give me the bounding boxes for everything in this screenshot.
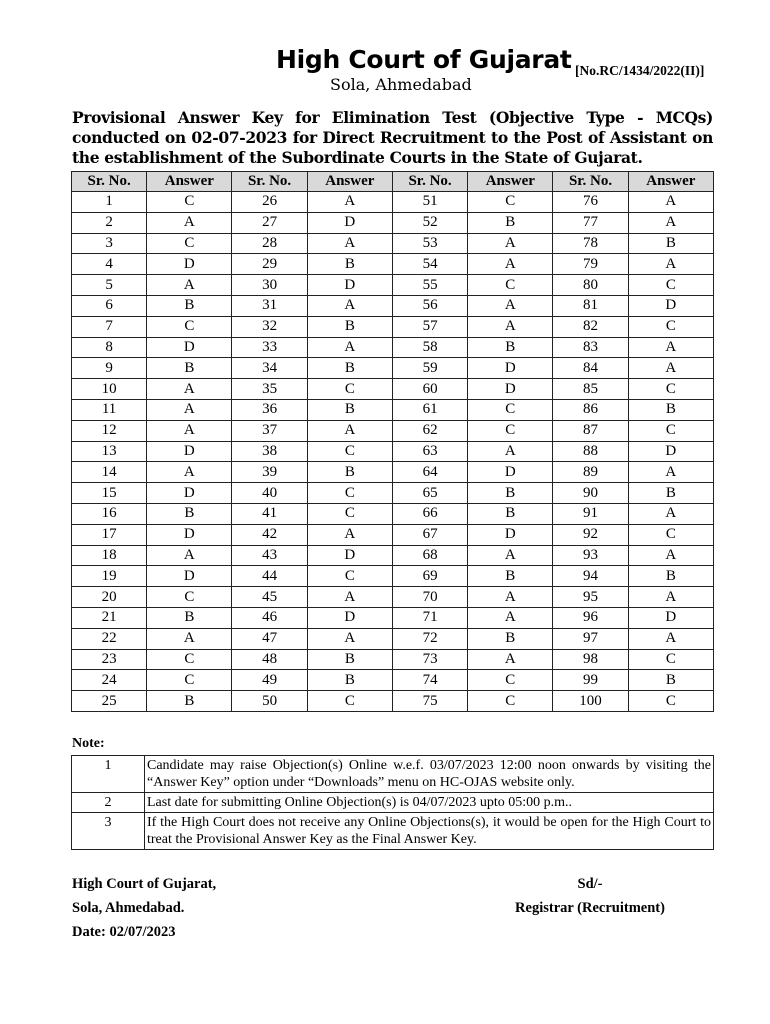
answer-cell: B <box>307 316 392 337</box>
serial-number-cell: 88 <box>553 441 628 462</box>
answer-cell: C <box>468 399 553 420</box>
serial-number-cell: 94 <box>553 566 628 587</box>
answer-cell: D <box>147 441 232 462</box>
note-row <box>72 793 714 813</box>
serial-number-cell: 4 <box>72 254 147 275</box>
answer-cell: D <box>468 462 553 483</box>
answer-cell: C <box>147 233 232 254</box>
serial-number-cell: 70 <box>392 587 467 608</box>
answer-key-table <box>71 171 714 712</box>
serial-number-cell: 21 <box>72 607 147 628</box>
table-row <box>72 212 714 233</box>
answer-cell: A <box>468 587 553 608</box>
serial-number-cell: 27 <box>232 212 307 233</box>
serial-number-cell: 6 <box>72 295 147 316</box>
answer-cell: A <box>307 524 392 545</box>
answer-cell: A <box>147 379 232 400</box>
column-header: Sr. No. <box>72 172 147 192</box>
serial-number-cell: 44 <box>232 566 307 587</box>
footer-signatory <box>505 872 675 920</box>
answer-cell: C <box>307 566 392 587</box>
answer-cell: A <box>147 420 232 441</box>
serial-number-cell: 75 <box>392 691 467 712</box>
answer-cell: A <box>307 337 392 358</box>
answer-cell: B <box>468 628 553 649</box>
answer-cell: C <box>307 483 392 504</box>
answer-cell: C <box>468 670 553 691</box>
table-row <box>72 462 714 483</box>
note-number: 3 <box>72 813 145 850</box>
serial-number-cell: 65 <box>392 483 467 504</box>
note-row <box>72 756 714 793</box>
answer-cell: B <box>147 295 232 316</box>
serial-number-cell: 53 <box>392 233 467 254</box>
answer-cell: A <box>468 607 553 628</box>
signature-mark: Sd/- <box>577 876 603 892</box>
serial-number-cell: 81 <box>553 295 628 316</box>
serial-number-cell: 77 <box>553 212 628 233</box>
serial-number-cell: 87 <box>553 420 628 441</box>
serial-number-cell: 67 <box>392 524 467 545</box>
answer-cell: B <box>307 649 392 670</box>
answer-cell: A <box>147 628 232 649</box>
table-row <box>72 379 714 400</box>
reference-number: [No.RC/1434/2022(II)] <box>575 63 705 78</box>
intro-paragraph: Provisional Answer Key for Elimination Test (Objective Type - MCQs) conducted on 02-07-2023 for Direct Recruitment to the Post of Assistant on the establishment of the Subordinate Courts in the State of Gujarat. <box>72 108 713 167</box>
serial-number-cell: 91 <box>553 503 628 524</box>
serial-number-cell: 26 <box>232 192 307 213</box>
serial-number-cell: 57 <box>392 316 467 337</box>
note-label: Note: <box>72 736 105 751</box>
serial-number-cell: 60 <box>392 379 467 400</box>
serial-number-cell: 2 <box>72 212 147 233</box>
answer-cell: D <box>147 566 232 587</box>
table-row <box>72 295 714 316</box>
serial-number-cell: 98 <box>553 649 628 670</box>
serial-number-cell: 82 <box>553 316 628 337</box>
serial-number-cell: 15 <box>72 483 147 504</box>
serial-number-cell: 61 <box>392 399 467 420</box>
serial-number-cell: 47 <box>232 628 307 649</box>
table-row <box>72 192 714 213</box>
serial-number-cell: 59 <box>392 358 467 379</box>
answer-cell: C <box>628 524 713 545</box>
serial-number-cell: 16 <box>72 503 147 524</box>
serial-number-cell: 84 <box>553 358 628 379</box>
serial-number-cell: 11 <box>72 399 147 420</box>
answer-cell: A <box>468 441 553 462</box>
issuer-location: Sola, Ahmedabad. <box>72 900 185 916</box>
answer-cell: C <box>147 316 232 337</box>
table-row <box>72 628 714 649</box>
answer-cell: B <box>468 566 553 587</box>
answer-cell: A <box>628 587 713 608</box>
table-row <box>72 691 714 712</box>
table-row <box>72 483 714 504</box>
serial-number-cell: 78 <box>553 233 628 254</box>
serial-number-cell: 68 <box>392 545 467 566</box>
answer-cell: C <box>628 275 713 296</box>
serial-number-cell: 90 <box>553 483 628 504</box>
answer-cell: A <box>628 628 713 649</box>
serial-number-cell: 76 <box>553 192 628 213</box>
answer-cell: B <box>628 483 713 504</box>
notes-table <box>71 755 714 850</box>
serial-number-cell: 69 <box>392 566 467 587</box>
serial-number-cell: 18 <box>72 545 147 566</box>
answer-cell: C <box>147 192 232 213</box>
answer-cell: B <box>147 607 232 628</box>
serial-number-cell: 23 <box>72 649 147 670</box>
serial-number-cell: 86 <box>553 399 628 420</box>
column-header: Sr. No. <box>392 172 467 192</box>
note-text: Last date for submitting Online Objection(s) is 04/07/2023 upto 05:00 p.m.. <box>145 793 714 813</box>
answer-cell: B <box>307 399 392 420</box>
serial-number-cell: 99 <box>553 670 628 691</box>
note-number: 1 <box>72 756 145 793</box>
answer-cell: A <box>468 295 553 316</box>
table-header-row <box>72 172 714 192</box>
answer-cell: A <box>307 233 392 254</box>
note-text: Candidate may raise Objection(s) Online w.e.f. 03/07/2023 12:00 noon onwards by visiting the “Answer Key” option under “Downloads” menu on HC-OJAS website only. <box>145 756 714 793</box>
table-row <box>72 275 714 296</box>
serial-number-cell: 50 <box>232 691 307 712</box>
answer-cell: A <box>147 399 232 420</box>
serial-number-cell: 93 <box>553 545 628 566</box>
answer-cell: C <box>468 192 553 213</box>
answer-cell: C <box>147 587 232 608</box>
serial-number-cell: 66 <box>392 503 467 524</box>
answer-cell: A <box>468 649 553 670</box>
document-header <box>0 44 770 96</box>
serial-number-cell: 85 <box>553 379 628 400</box>
answer-cell: A <box>307 420 392 441</box>
answer-cell: D <box>147 337 232 358</box>
answer-cell: A <box>628 212 713 233</box>
court-title: High Court of Gujarat <box>276 45 572 74</box>
answer-cell: A <box>468 233 553 254</box>
serial-number-cell: 30 <box>232 275 307 296</box>
serial-number-cell: 1 <box>72 192 147 213</box>
table-row <box>72 399 714 420</box>
serial-number-cell: 63 <box>392 441 467 462</box>
answer-cell: D <box>147 524 232 545</box>
answer-cell: B <box>628 566 713 587</box>
table-row <box>72 649 714 670</box>
answer-cell: A <box>628 503 713 524</box>
serial-number-cell: 3 <box>72 233 147 254</box>
issue-date: Date: 02/07/2023 <box>72 924 176 940</box>
serial-number-cell: 100 <box>553 691 628 712</box>
serial-number-cell: 19 <box>72 566 147 587</box>
answer-cell: A <box>628 192 713 213</box>
serial-number-cell: 55 <box>392 275 467 296</box>
serial-number-cell: 95 <box>553 587 628 608</box>
serial-number-cell: 52 <box>392 212 467 233</box>
serial-number-cell: 45 <box>232 587 307 608</box>
serial-number-cell: 39 <box>232 462 307 483</box>
serial-number-cell: 58 <box>392 337 467 358</box>
table-row <box>72 316 714 337</box>
answer-cell: A <box>307 587 392 608</box>
answer-cell: B <box>628 399 713 420</box>
table-row <box>72 358 714 379</box>
serial-number-cell: 22 <box>72 628 147 649</box>
serial-number-cell: 32 <box>232 316 307 337</box>
serial-number-cell: 92 <box>553 524 628 545</box>
serial-number-cell: 37 <box>232 420 307 441</box>
answer-cell: A <box>147 545 232 566</box>
serial-number-cell: 12 <box>72 420 147 441</box>
table-row <box>72 337 714 358</box>
note-number: 2 <box>72 793 145 813</box>
serial-number-cell: 73 <box>392 649 467 670</box>
table-row <box>72 670 714 691</box>
answer-cell: C <box>307 441 392 462</box>
serial-number-cell: 34 <box>232 358 307 379</box>
answer-cell: B <box>468 212 553 233</box>
serial-number-cell: 13 <box>72 441 147 462</box>
answer-cell: B <box>628 233 713 254</box>
footer-issuer <box>72 872 216 944</box>
court-location: Sola, Ahmedabad <box>330 75 472 94</box>
answer-cell: D <box>147 254 232 275</box>
column-header: Sr. No. <box>553 172 628 192</box>
answer-cell: C <box>307 691 392 712</box>
serial-number-cell: 36 <box>232 399 307 420</box>
answer-cell: D <box>147 483 232 504</box>
answer-cell: C <box>628 691 713 712</box>
answer-cell: A <box>307 628 392 649</box>
answer-cell: A <box>628 254 713 275</box>
answer-cell: B <box>307 462 392 483</box>
serial-number-cell: 96 <box>553 607 628 628</box>
serial-number-cell: 10 <box>72 379 147 400</box>
table-row <box>72 233 714 254</box>
serial-number-cell: 48 <box>232 649 307 670</box>
serial-number-cell: 31 <box>232 295 307 316</box>
answer-cell: C <box>628 649 713 670</box>
answer-cell: D <box>307 212 392 233</box>
answer-cell: D <box>468 358 553 379</box>
table-row <box>72 441 714 462</box>
serial-number-cell: 33 <box>232 337 307 358</box>
serial-number-cell: 35 <box>232 379 307 400</box>
answer-cell: B <box>147 691 232 712</box>
note-text: If the High Court does not receive any Online Objections(s), it would be open for the High Court to treat the Provisional Answer Key as the Final Answer Key. <box>145 813 714 850</box>
answer-cell: D <box>468 379 553 400</box>
table-row <box>72 503 714 524</box>
answer-cell: A <box>147 462 232 483</box>
column-header: Answer <box>147 172 232 192</box>
table-row <box>72 420 714 441</box>
table-row <box>72 254 714 275</box>
answer-cell: C <box>307 503 392 524</box>
serial-number-cell: 79 <box>553 254 628 275</box>
answer-cell: D <box>628 607 713 628</box>
serial-number-cell: 8 <box>72 337 147 358</box>
serial-number-cell: 24 <box>72 670 147 691</box>
answer-cell: A <box>628 358 713 379</box>
answer-cell: D <box>628 441 713 462</box>
answer-cell: A <box>468 254 553 275</box>
column-header: Answer <box>628 172 713 192</box>
answer-cell: A <box>307 295 392 316</box>
serial-number-cell: 43 <box>232 545 307 566</box>
answer-key-body <box>72 192 714 712</box>
answer-cell: D <box>307 545 392 566</box>
column-header: Answer <box>307 172 392 192</box>
serial-number-cell: 5 <box>72 275 147 296</box>
answer-cell: A <box>628 462 713 483</box>
serial-number-cell: 42 <box>232 524 307 545</box>
answer-cell: C <box>147 649 232 670</box>
serial-number-cell: 80 <box>553 275 628 296</box>
serial-number-cell: 56 <box>392 295 467 316</box>
answer-cell: A <box>147 212 232 233</box>
answer-cell: B <box>468 503 553 524</box>
table-row <box>72 545 714 566</box>
answer-cell: B <box>468 483 553 504</box>
serial-number-cell: 14 <box>72 462 147 483</box>
answer-cell: C <box>468 275 553 296</box>
serial-number-cell: 72 <box>392 628 467 649</box>
answer-cell: C <box>628 379 713 400</box>
answer-cell: A <box>307 192 392 213</box>
serial-number-cell: 74 <box>392 670 467 691</box>
serial-number-cell: 97 <box>553 628 628 649</box>
note-row <box>72 813 714 850</box>
serial-number-cell: 38 <box>232 441 307 462</box>
answer-cell: D <box>628 295 713 316</box>
answer-cell: A <box>628 545 713 566</box>
answer-cell: A <box>147 275 232 296</box>
answer-cell: D <box>307 607 392 628</box>
answer-cell: B <box>307 670 392 691</box>
answer-cell: B <box>468 337 553 358</box>
serial-number-cell: 20 <box>72 587 147 608</box>
answer-cell: B <box>147 358 232 379</box>
serial-number-cell: 64 <box>392 462 467 483</box>
answer-cell: C <box>628 316 713 337</box>
serial-number-cell: 9 <box>72 358 147 379</box>
table-row <box>72 566 714 587</box>
serial-number-cell: 25 <box>72 691 147 712</box>
column-header: Sr. No. <box>232 172 307 192</box>
answer-cell: C <box>147 670 232 691</box>
serial-number-cell: 46 <box>232 607 307 628</box>
serial-number-cell: 51 <box>392 192 467 213</box>
serial-number-cell: 49 <box>232 670 307 691</box>
serial-number-cell: 17 <box>72 524 147 545</box>
serial-number-cell: 28 <box>232 233 307 254</box>
answer-cell: B <box>307 254 392 275</box>
table-row <box>72 607 714 628</box>
signatory-title: Registrar (Recruitment) <box>515 900 665 916</box>
serial-number-cell: 7 <box>72 316 147 337</box>
serial-number-cell: 83 <box>553 337 628 358</box>
answer-cell: C <box>468 420 553 441</box>
serial-number-cell: 40 <box>232 483 307 504</box>
serial-number-cell: 54 <box>392 254 467 275</box>
serial-number-cell: 41 <box>232 503 307 524</box>
table-row <box>72 524 714 545</box>
answer-cell: A <box>468 316 553 337</box>
serial-number-cell: 71 <box>392 607 467 628</box>
serial-number-cell: 29 <box>232 254 307 275</box>
issuer-name: High Court of Gujarat, <box>72 876 217 892</box>
serial-number-cell: 89 <box>553 462 628 483</box>
answer-cell: A <box>628 337 713 358</box>
answer-cell: C <box>307 379 392 400</box>
answer-cell: D <box>307 275 392 296</box>
answer-cell: D <box>468 524 553 545</box>
table-row <box>72 587 714 608</box>
answer-cell: B <box>147 503 232 524</box>
answer-cell: C <box>628 420 713 441</box>
answer-cell: C <box>468 691 553 712</box>
serial-number-cell: 62 <box>392 420 467 441</box>
answer-cell: A <box>468 545 553 566</box>
answer-cell: B <box>307 358 392 379</box>
answer-cell: B <box>628 670 713 691</box>
column-header: Answer <box>468 172 553 192</box>
